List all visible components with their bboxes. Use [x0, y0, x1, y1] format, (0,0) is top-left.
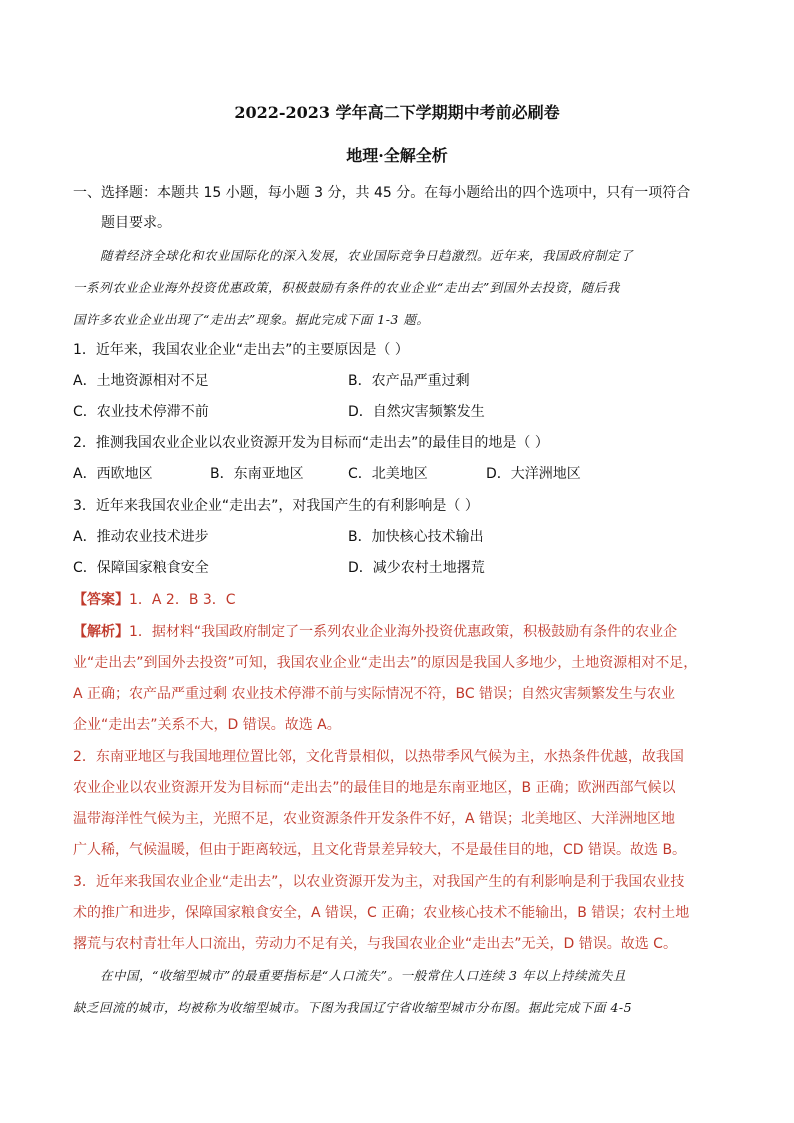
section-instruction-line-1: 一、选择题：本题共 15 小题，每小题 3 分，共 45 分。在每小题给出的四个选项中，只有一项符合	[73, 185, 691, 201]
analysis-line-9: 3．近年来我国农业企业“走出去”，以农业资源开发为主，对我国产生的有利影响是利于我国农业技	[73, 874, 685, 890]
answer-text: 1．A 2．B 3．C	[129, 592, 236, 608]
material-2-line-1: 在中国，“收缩型城市”的最重要指标是“人口流失”。一般常住人口连续 3 年以上持续流失且	[100, 968, 626, 983]
question-2-option-c: C．北美地区	[348, 466, 428, 482]
question-2-option-a: A．西欧地区	[73, 466, 153, 482]
question-3-option-c: C．保障国家粮食安全	[73, 560, 209, 576]
analysis-line-3: A 正确；农产品严重过剩 农业技术停滞不前与实际情况不符，BC 错误；自然灾害频繁发生与农业	[73, 686, 676, 702]
question-2-option-d: D．大洋洲地区	[486, 466, 581, 482]
material-1-line-3: 国许多农业企业出现了“走出去”现象。据此完成下面 1-3 题。	[73, 312, 430, 327]
analysis-line-11: 撂荒与农村青壮年人口流出，劳动力不足有关，与我国农业企业“走出去”无关，D 错误。故选 C。	[73, 936, 677, 952]
analysis-line-6: 农业企业以农业资源开发为目标而“走出去”的最佳目的地是东南亚地区，B 正确；欧洲西部气候以	[73, 780, 676, 796]
analysis-line-1	[73, 622, 677, 642]
material-1-line-2: 一系列农业企业海外投资优惠政策，积极鼓励有条件的农业企业“走出去”到国外去投资，随后我	[73, 280, 620, 295]
question-3-option-a: A．推动农业技术进步	[73, 529, 209, 545]
question-1-option-a: A．土地资源相对不足	[73, 373, 209, 389]
question-3-option-d: D．减少农村土地撂荒	[348, 560, 485, 576]
question-3-stem: 3．近年来我国农业企业“走出去”，对我国产生的有利影响是（ ）	[73, 498, 479, 514]
page-subtitle: 地理·全解全析	[346, 146, 448, 165]
analysis-text-1: 1．据材料“我国政府制定了一系列农业企业海外投资优惠政策，积极鼓励有条件的农业企	[129, 624, 678, 640]
page-title: 2022-2023 学年高二下学期期中考前必刷卷	[234, 103, 560, 122]
analysis-line-5: 2．东南亚地区与我国地理位置比邻，文化背景相似，以热带季风气候为主，水热条件优越，故我国	[73, 749, 684, 765]
question-1-option-c: C．农业技术停滞不前	[73, 404, 209, 420]
analysis-line-7: 温带海洋性气候为主，光照不足，农业资源条件开发条件不好，A 错误；北美地区、大洋洲地区地	[73, 811, 676, 827]
material-2-line-2: 缺乏回流的城市，均被称为收缩型城市。下图为我国辽宁省收缩型城市分布图。据此完成下面 4-5	[73, 1000, 633, 1015]
analysis-line-2: 业“走出去”到国外去投资”可知，我国农业企业“走出去”的原因是我国人多地少，土地资源相对不足，	[73, 655, 698, 671]
analysis-label: 【解析】	[73, 624, 129, 640]
question-2-option-b: B．东南亚地区	[210, 466, 304, 482]
answer-label: 【答案】	[73, 592, 129, 608]
answer-line	[73, 590, 236, 610]
question-1-stem: 1．近年来，我国农业企业“走出去”的主要原因是（ ）	[73, 342, 409, 358]
analysis-line-4: 企业“走出去”关系不大，D 错误。故选 A。	[73, 717, 341, 733]
question-1-option-b: B．农产品严重过剩	[348, 373, 470, 389]
question-2-stem: 2．推测我国农业企业以农业资源开发为目标而“走出去”的最佳目的地是（ ）	[73, 435, 549, 451]
material-1-line-1: 随着经济全球化和农业国际化的深入发展，农业国际竞争日趋激烈。近年来，我国政府制定了	[100, 248, 634, 263]
question-1-option-d: D．自然灾害频繁发生	[348, 404, 485, 420]
section-instruction-line-2: 题目要求。	[101, 215, 171, 231]
question-3-option-b: B．加快核心技术输出	[348, 529, 484, 545]
analysis-line-10: 术的推广和进步，保障国家粮食安全，A 错误，C 正确；农业核心技术不能输出，B 错误；农村土地	[73, 905, 690, 921]
analysis-line-8: 广人稀，气候温暖，但由于距离较远，且文化背景差异较大，不是最佳目的地，CD 错误。故选 B。	[73, 842, 687, 858]
